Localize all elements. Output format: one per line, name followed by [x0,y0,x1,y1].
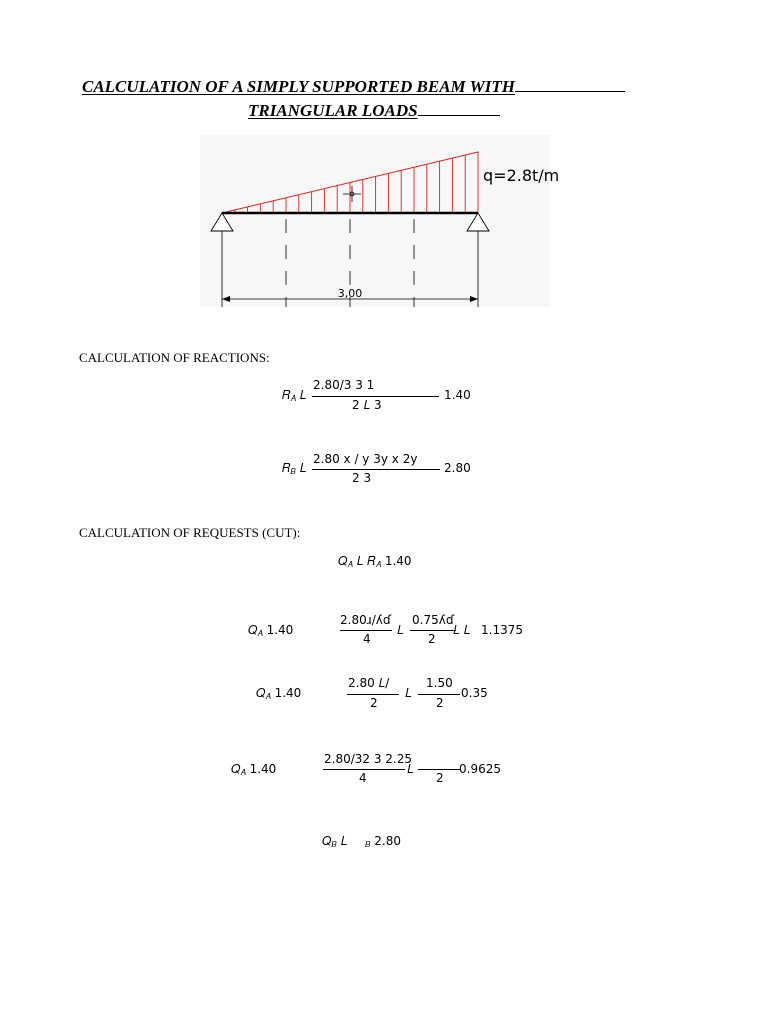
shear-eq-3-den2: 2 [436,696,444,710]
shear-eq-2-bar1 [340,630,392,631]
shear-eq-1: 𝑄$_𝐴$ 𝐿 𝑅$_𝐴$ 1.40 [338,554,412,569]
reaction-a-num: 2.80/3 3 1 [313,378,375,392]
shear-eq-3-op: 𝐿 [405,686,412,700]
shear-eq-4-den2: 2 [436,771,444,785]
shear-eq-3-num2: 1.50 [426,676,453,690]
shear-eq-2-den2: 2 [428,632,436,646]
shear-eq-4-den1: 4 [359,771,367,785]
reaction-a-result: 1.40 [444,388,471,402]
reactions-heading: CALCULATION OF REACTIONS: [79,350,270,365]
shear-eq-3-bar1 [347,694,399,695]
shear-eq-2-bar2 [410,630,456,631]
reaction-a-den: 2 𝐿 3 [352,398,382,412]
reaction-b-den: 2 3 [352,471,372,485]
reaction-b-lhs: 𝑅$_𝐵$ 𝐿 [282,461,307,476]
shear-eq-4-result: 0.9625 [459,762,501,776]
shear-eq-2-tail: 𝐿 𝐿 [453,623,471,637]
shear-eq-5: 𝑄$_𝐵$ 𝐿 $_𝐵$ 2.80 [322,834,402,849]
shear-eq-3-lhs: 𝑄$_𝐴$ 1.40 [256,686,302,701]
page-title [82,77,625,97]
shear-eq-2-result: 1.1375 [481,623,523,637]
diagram-background [200,135,550,307]
reaction-a-lhs: 𝑅$_𝐴$ 𝐿 [282,388,307,403]
load-label: q=2.8t/m [483,166,560,185]
shear-eq-3-den1: 2 [370,696,378,710]
shear-eq-4-bar2 [418,769,460,770]
shear-eq-2-lhs: 𝑄$_𝐴$ 1.40 [248,623,294,638]
page-subtitle [248,101,500,121]
shear-eq-2-den1: 4 [363,632,371,646]
reaction-b-num: 2.80 x / y 3y x 2y [313,452,418,466]
reaction-a-fraction-bar [312,396,439,397]
subtitle-underline-pad [418,114,500,116]
shear-eq-4-bar1 [323,769,405,770]
shear-eq-3-num1: 2.80 𝐿/ [348,676,390,690]
reaction-b-fraction-bar [312,469,440,470]
shear-eq-2-op: 𝐿 [397,623,404,637]
shear-eq-4-num1: 2.80/32 3 2.25 [324,752,413,766]
shear-eq-4-lhs: 𝑄$_𝐴$ 1.40 [231,762,277,777]
shear-eq-2-num2: 0.75ʎɗ [412,613,455,627]
span-label: 3,00 [337,287,363,300]
shear-eq-3-bar2 [418,694,460,695]
title-line-2: TRIANGULAR LOADS [248,101,418,120]
shear-eq-2-num1: 2.80ɹ/ʎɗ [340,613,392,627]
title-underline-pad [515,90,625,92]
shear-eq-4-op: 𝐿 [407,762,414,776]
reaction-b-result: 2.80 [444,461,471,475]
title-line-1: CALCULATION OF A SIMPLY SUPPORTED BEAM WITH [82,77,515,96]
shear-eq-3-result: 0.35 [461,686,488,700]
requests-heading: CALCULATION OF REQUESTS (CUT): [79,525,301,540]
beam-diagram [200,135,560,310]
